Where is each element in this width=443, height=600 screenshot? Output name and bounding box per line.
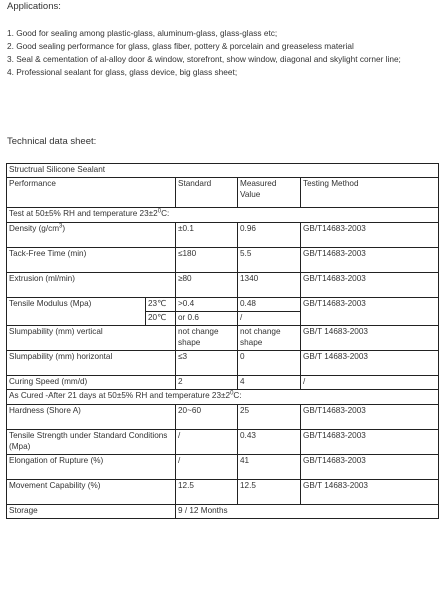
cell-measured: not change shape: [238, 326, 301, 351]
application-item: 4. Professional sealant for glass, glass device, big glass sheet;: [7, 67, 238, 77]
cell-method: GB/T14683-2003: [301, 455, 439, 480]
cell-measured: 0: [238, 351, 301, 376]
cell-performance: Extrusion (ml/min): [7, 273, 176, 298]
cell-performance: Slumpability (mm) vertical: [7, 326, 176, 351]
cell-performance: Elongation of Rupture (%): [7, 455, 176, 480]
cell-standard: or 0.6: [176, 312, 238, 326]
applications-heading: Applications:: [7, 1, 61, 12]
density-superscript: 3: [59, 223, 63, 230]
section-unit: C:: [161, 209, 170, 218]
cell-temperature: 20℃: [146, 312, 176, 326]
cell-measured: 0.96: [238, 223, 301, 248]
cell-method: GB/T14683-2003: [301, 405, 439, 430]
cell-performance: Tack-Free Time (min): [7, 248, 176, 273]
table-title: Structrual Silicone Sealant: [7, 164, 439, 178]
cell-method: /: [301, 376, 439, 390]
section-superscript: 0: [230, 390, 234, 397]
header-measured-value: Measured Value: [238, 178, 301, 208]
cell-standard: 2: [176, 376, 238, 390]
cell-standard: ±0.1: [176, 223, 238, 248]
cell-method: GB/T14683-2003: [301, 273, 439, 298]
cell-performance: Tensile Modulus (Mpa): [7, 298, 146, 326]
cell-standard: 12.5: [176, 480, 238, 505]
section-text: As Cured -After 21 days at 50±5% RH and temperature 23±2: [9, 391, 231, 400]
cell-method: GB/T 14683-2003: [301, 480, 439, 505]
cell-performance: Curing Speed (mm/d): [7, 376, 176, 390]
cell-method: GB/T 14683-2003: [301, 351, 439, 376]
cell-measured: 25: [238, 405, 301, 430]
density-close: ): [62, 224, 66, 233]
cell-measured: 12.5: [238, 480, 301, 505]
section-text: Test at 50±5% RH and temperature 23±2: [9, 209, 158, 218]
section-superscript: 0: [157, 208, 162, 215]
cell-storage-value: 9 / 12 Months: [176, 505, 439, 519]
application-item: 3. Seal & cementation of al-alloy door & window, storefront, show window, diagonal and skylight corner line;: [7, 54, 401, 64]
cell-method: GB/T14683-2003: [301, 248, 439, 273]
cell-standard: ≤180: [176, 248, 238, 273]
cell-method: GB/T14683-2003: [301, 298, 439, 326]
cell-method: GB/T14683-2003: [301, 223, 439, 248]
section-cured-conditions: [7, 390, 439, 405]
cell-method: GB/T14683-2003: [301, 430, 439, 455]
cell-performance: Slumpability (mm) horizontal: [7, 351, 176, 376]
cell-measured: 41: [238, 455, 301, 480]
cell-performance: Movement Capability (%): [7, 480, 176, 505]
cell-standard: /: [176, 430, 238, 455]
cell-performance: Hardness (Shore A): [7, 405, 176, 430]
cell-measured: 0.43: [238, 430, 301, 455]
cell-standard: ≥80: [176, 273, 238, 298]
header-testing-method: Testing Method: [301, 178, 439, 208]
section-test-conditions: [7, 208, 439, 223]
header-standard: Standard: [176, 178, 238, 208]
cell-temperature: 23℃: [146, 298, 176, 312]
cell-standard: ≤3: [176, 351, 238, 376]
cell-measured: 4: [238, 376, 301, 390]
header-performance: Performance: [7, 178, 176, 208]
cell-standard: not change shape: [176, 326, 238, 351]
cell-standard: >0.4: [176, 298, 238, 312]
cell-standard: 20~60: [176, 405, 238, 430]
density-label: Density (g/cm: [9, 224, 60, 233]
section-unit: C:: [233, 391, 242, 400]
cell-measured: 0.48: [238, 298, 301, 312]
cell-performance: Tensile Strength under Standard Conditions (Mpa): [7, 430, 176, 455]
cell-measured: 5.5: [238, 248, 301, 273]
cell-standard: /: [176, 455, 238, 480]
cell-performance: [7, 223, 176, 248]
cell-measured: 1340: [238, 273, 301, 298]
applications-list: [7, 27, 440, 79]
cell-measured: /: [238, 312, 301, 326]
application-item: 1. Good for sealing among plastic-glass, aluminum-glass, glass-glass etc;: [7, 28, 278, 38]
technical-data-heading: Technical data sheet:: [7, 136, 97, 147]
cell-storage-label: Storage: [7, 505, 176, 519]
cell-method: GB/T 14683-2003: [301, 326, 439, 351]
application-item: 2. Good sealing performance for glass, glass fiber, pottery & porcelain and greaseless material: [7, 41, 354, 51]
technical-data-table: [6, 163, 439, 519]
